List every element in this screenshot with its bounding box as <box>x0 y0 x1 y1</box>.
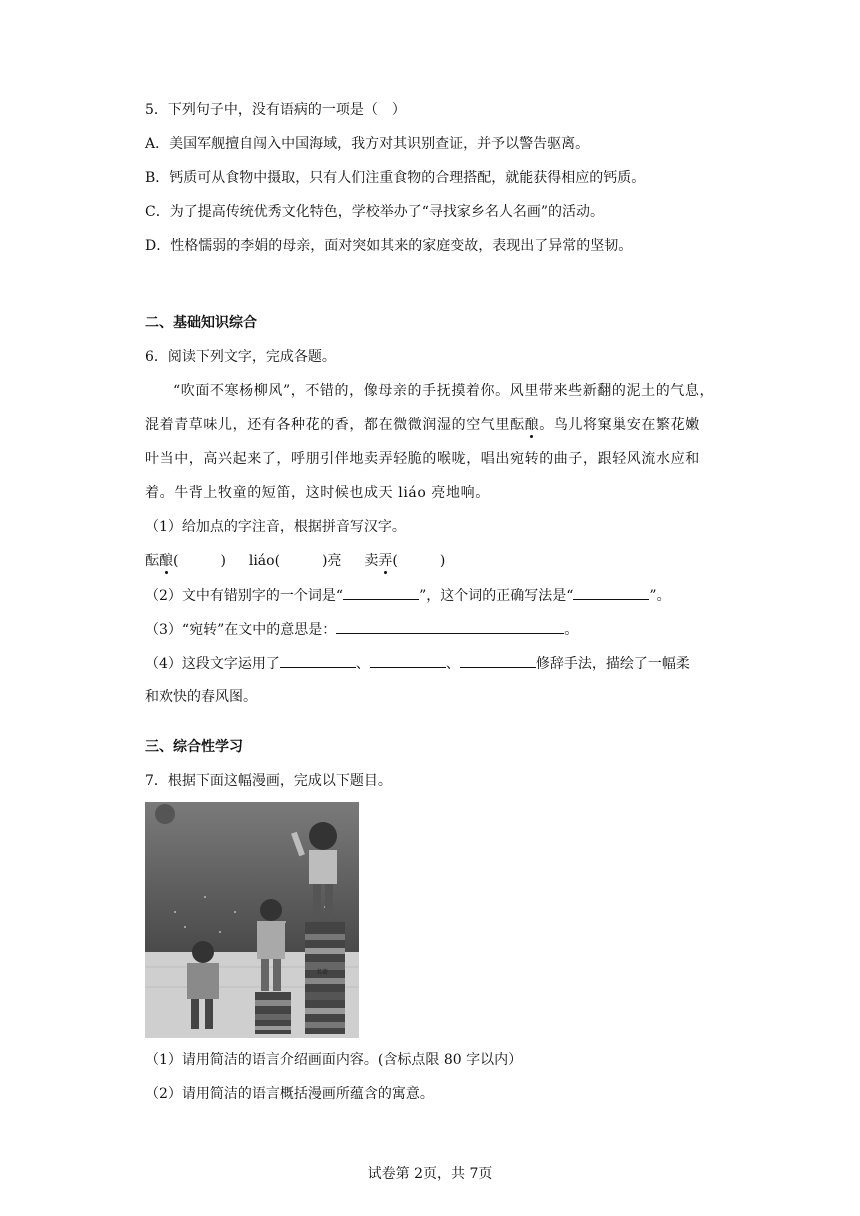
q5-option-a: A．美国军舰擅自闯入中国海域，我方对其识别查证，并予以警告驱离。 <box>145 136 590 152</box>
q6-sub4 <box>145 653 690 674</box>
passage-text: 混着青草味儿，还有各种花的香，都在微微润湿的空气里酝 <box>145 417 525 433</box>
dotted-char: 酿 <box>524 417 540 433</box>
sub2-text: ”。 <box>649 588 671 604</box>
passage-line-1: “吹面不寒杨柳风”，不错的，像母亲的手抚摸着你。风里带来些新翻的泥土的气息， <box>173 383 715 399</box>
passage-line-2 <box>145 415 700 435</box>
q5-option-c: C．为了提高传统优秀文化特色，学校举办了“寻找家乡名人名画”的活动。 <box>145 204 605 220</box>
answer-paren[interactable]: ( ) <box>392 553 446 569</box>
q6-sub4-cont: 和欢快的春风图。 <box>145 689 257 705</box>
tall-book-stack <box>305 922 345 1034</box>
passage-line-4: 着。牛背上牧童的短笛，这时候也成天 liáo 亮地响。 <box>145 485 490 501</box>
short-book-stack <box>255 992 291 1034</box>
comic-illustration <box>145 802 359 1038</box>
sub4-text: （4）这段文字运用了 <box>145 656 280 672</box>
page-footer: 试卷第 2页，共 7页 <box>367 1166 493 1182</box>
sub4-text: 修辞手法，描绘了一幅柔 <box>535 656 690 672</box>
dotted-char: 弄 <box>378 553 393 569</box>
fill-word-3 <box>364 553 445 569</box>
passage-text: 。鸟儿将窠巢安在繁花嫩 <box>539 417 700 433</box>
separator: 、 <box>355 656 370 672</box>
q7-stem: 7．根据下面这幅漫画，完成以下题目。 <box>145 773 392 789</box>
answer-blank[interactable] <box>343 585 419 600</box>
answer-blank[interactable] <box>336 619 564 634</box>
sub2-text: ”，这个词的正确写法是“ <box>419 588 574 604</box>
answer-blank[interactable] <box>280 653 356 668</box>
answer-blank[interactable] <box>573 585 649 600</box>
q7-sub2: （2）请用简洁的语言概括漫画所蕴含的寓意。 <box>145 1086 434 1102</box>
q6-sub1: （1）给加点的字注音，根据拼音写汉字。 <box>145 519 406 535</box>
fill-word-1 <box>145 553 226 569</box>
fill-char: 酝 <box>145 553 159 569</box>
answer-blank[interactable] <box>460 653 536 668</box>
separator: 、 <box>445 656 460 672</box>
answer-blank[interactable] <box>370 653 446 668</box>
q6-sub2 <box>145 585 671 606</box>
q6-stem: 6．阅读下列文字，完成各题。 <box>145 349 336 365</box>
passage-line-3: 叶当中，高兴起来了，呼朋引伴地卖弄轻脆的喉咙，唱出宛转的曲子，跟轻风流水应和 <box>145 451 700 467</box>
q7-sub1: （1）请用简洁的语言介绍画面内容。(含标点限 80 字以内） <box>145 1052 523 1068</box>
fill-char: 卖 <box>364 553 379 569</box>
book-label: 名著 <box>316 969 329 976</box>
dotted-char: 酿 <box>159 553 173 569</box>
q5-option-d: D．性格懦弱的李娟的母亲，面对突如其来的家庭变故，表现出了异常的坚韧。 <box>145 238 633 254</box>
q5-stem: 5．下列句子中，没有语病的一项是（ ） <box>145 102 406 118</box>
sub3-text: （3）“宛转”在文中的意思是： <box>145 622 337 638</box>
q6-sub3 <box>145 619 578 640</box>
sub3-text: 。 <box>564 622 579 638</box>
answer-paren[interactable]: ( ) <box>173 553 226 569</box>
q6-fill-line <box>145 551 445 571</box>
sub2-text: （2）文中有错别字的一个词是“ <box>145 588 344 604</box>
fill-word-2[interactable]: liáo( )亮 <box>248 553 342 569</box>
q5-option-b: B．钙质可从食物中摄取，只有人们注重食物的合理搭配，就能获得相应的钙质。 <box>145 170 646 186</box>
section-2-title: 二、基础知识综合 <box>145 315 257 331</box>
section-3-title: 三、综合性学习 <box>145 739 243 755</box>
moon-icon <box>155 804 175 824</box>
